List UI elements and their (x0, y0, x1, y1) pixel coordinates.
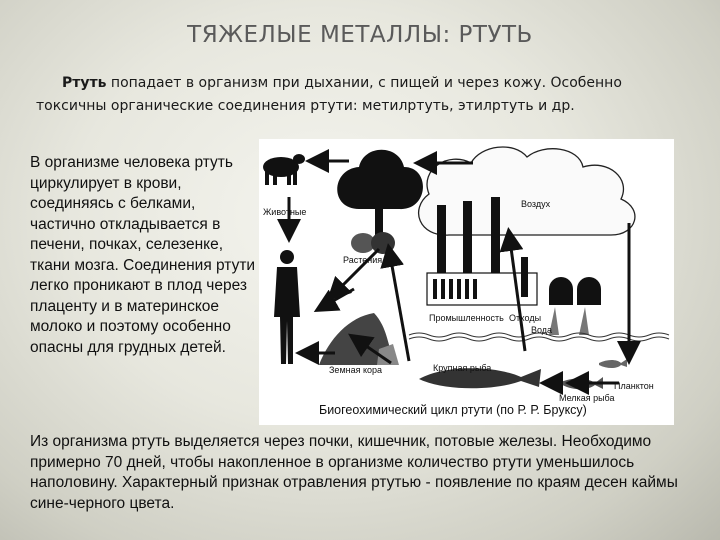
waste-pipes-icon (549, 277, 601, 335)
intro-bold-term: Ртуть (62, 75, 107, 91)
intro-text: попадает в организм при дыхании, с пищей и через кожу. Особенно токсичны органические соединения ртути: метилртуть, этилртуть и др. (36, 75, 622, 114)
cycle-illustration (259, 139, 674, 425)
tree-icon (337, 150, 423, 254)
label-animals: Животные (263, 207, 307, 217)
label-big-fish: Крупная рыба (433, 363, 492, 373)
intro-paragraph (36, 72, 696, 118)
slide-title: ТЯЖЕЛЫЕ МЕТАЛЛЫ: РТУТЬ (187, 22, 533, 48)
earth-crust-icon (319, 313, 399, 365)
label-small-fish: Мелкая рыба (559, 393, 615, 403)
figure-caption: Биогеохимический цикл ртути (по Р. Р. Бруксу) (319, 403, 587, 417)
label-waste: Отходы (509, 313, 542, 323)
label-earth-crust: Земная кора (329, 365, 383, 375)
label-industry: Промышленность (429, 313, 504, 323)
side-paragraph: В организме человека ртуть циркулирует в крови, соединяясь с белками, частично откладывается в печени, почках, селезенке, ткани мозга. Соединения ртути легко проникают в плод через плаценту и в материнское молоко и поэтому особенно опасны для грудных детей. (30, 154, 256, 356)
label-air: Воздух (521, 199, 551, 209)
bottom-paragraph: Из организма ртуть выделяется через почки, кишечник, потовые железы. Необходимо примерно 70 дней, чтобы накопленное в организме количество ртути уменьшилось наполовину. Характерный признак отравления ртутью - появление по краям десен каймы сине-черного цвета. (30, 433, 678, 512)
person-icon (274, 250, 300, 364)
cloud-icon (419, 147, 635, 235)
cow-icon (263, 154, 305, 185)
label-plants: Растения (343, 255, 383, 265)
label-water: Вода (531, 325, 553, 335)
label-plankton: Планктон (614, 381, 654, 391)
mercury-cycle-figure (259, 139, 674, 425)
